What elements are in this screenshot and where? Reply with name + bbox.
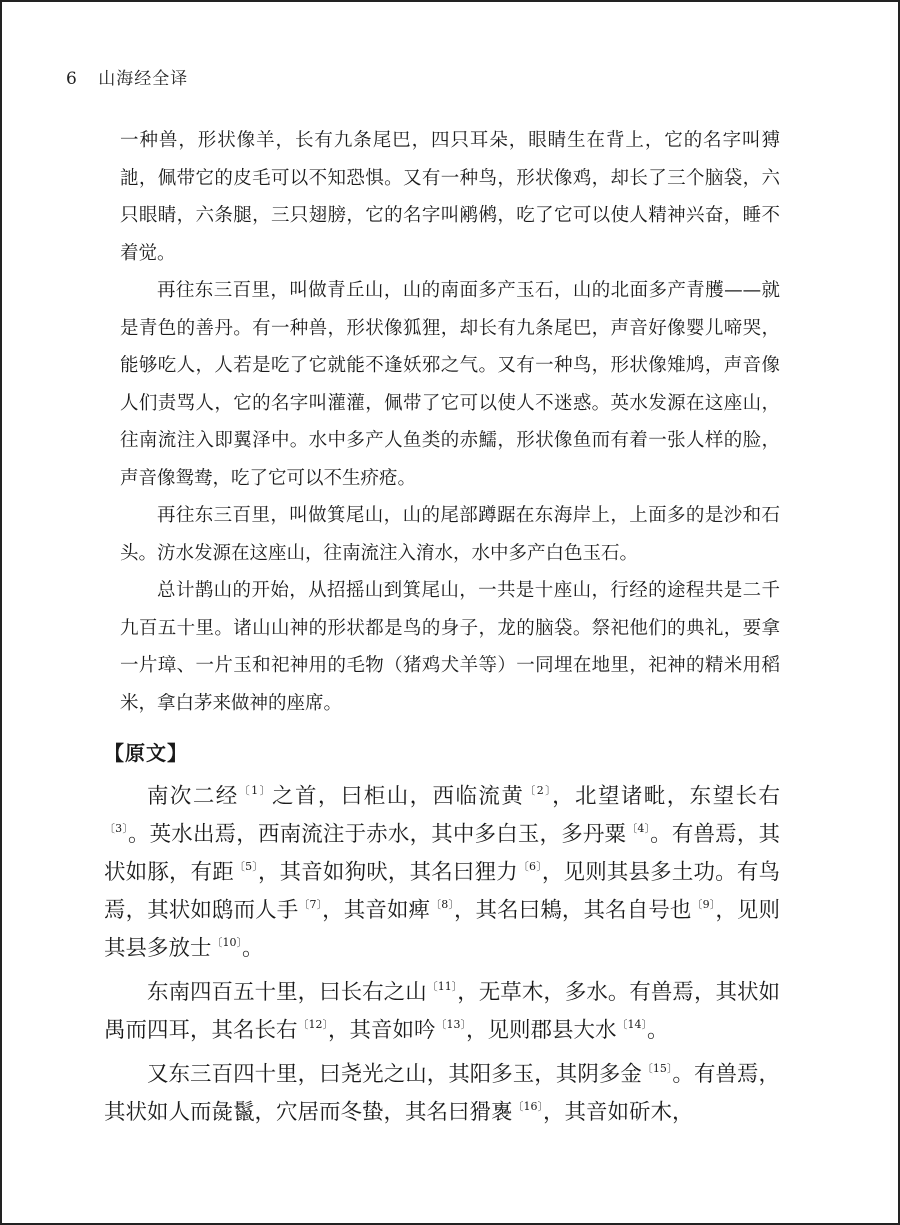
translation-paragraph: 再往东三百里，叫做青丘山，山的南面多产玉石，山的北面多产青雘——就是青色的善丹。有一种兽，形状像狐狸，却长有九条尾巴，声音好像婴儿啼哭，能够吃人，人若是吃了它就能不逢妖邪之气。又有一种鸟，形状像雉鸠，声音像人们责骂人，它的名字叫灌灌，佩带了它可以使人不迷惑。英水发源在这座山，往南流注入即翼泽中。水中多产人鱼类的赤鱬，形状像鱼而有着一张人样的脸，声音像鸳鸯，吃了它可以不生疥疮。 bbox=[120, 280, 780, 489]
original-text-span: 。 bbox=[647, 1018, 669, 1043]
footnote-marker: 〔6〕 bbox=[517, 860, 542, 873]
page-number: 6 bbox=[66, 69, 78, 89]
original-text-span: ，其音如痺 bbox=[322, 898, 431, 923]
original-text-span: ，其音如斫木， bbox=[543, 1100, 694, 1125]
original-text-span: ，见则郡县大水 bbox=[466, 1018, 617, 1043]
original-text-span: 东南四百五十里，曰长右之山 bbox=[147, 980, 427, 1005]
book-title: 山海经全译 bbox=[98, 69, 189, 89]
original-text-span: 之首，曰柜山，西临流黄 bbox=[272, 784, 525, 809]
original-text-span: 南次二经 bbox=[147, 784, 239, 809]
footnote-marker: 〔7〕 bbox=[298, 898, 323, 911]
original-text-span: ，北望诸毗，东望长右 bbox=[552, 784, 780, 809]
footnote-marker: 〔1〕 bbox=[238, 784, 273, 797]
footnote-marker: 〔14〕 bbox=[616, 1018, 648, 1031]
original-text-span: 又东三百四十里，曰尧光之山，其阳多玉，其阴多金 bbox=[147, 1062, 642, 1087]
footnote-marker: 〔5〕 bbox=[233, 860, 258, 873]
original-text-span: ，见则其县多土功。有鸟焉，其状如鸱而人手 bbox=[104, 860, 780, 923]
original-text-span: 。有兽焉，其状如人而彘鬣，穴居而冬蛰，其名曰猾褢 bbox=[104, 1062, 780, 1125]
original-text-span: ，其名曰鴸，其名自号也 bbox=[453, 898, 692, 923]
footnote-marker: 〔10〕 bbox=[211, 936, 243, 949]
original-text-span: ，其音如狗吠，其名曰狸力 bbox=[257, 860, 518, 885]
original-text-span: ，无草木，多水。有兽焉，其状如禺而四耳，其名长右 bbox=[104, 980, 780, 1043]
footnote-marker: 〔12〕 bbox=[297, 1018, 329, 1031]
original-text-heading: 【原文】 bbox=[104, 741, 188, 765]
translation-paragraph: 总计鹊山的开始，从招摇山到箕尾山，一共是十座山，行经的途程共是二千九百五十里。诸山山神的形状都是鸟的身子，龙的脑袋。祭祀他们的典礼，要拿一片璋、一片玉和祀神用的毛物（猪鸡犬羊等）一同埋在地里，祀神的精米用稻米，拿白茅来做神的座席。 bbox=[120, 580, 780, 714]
footnote-marker: 〔3〕 bbox=[104, 822, 128, 835]
footnote-marker: 〔15〕 bbox=[641, 1062, 673, 1075]
original-text-span: 。有兽焉，其状如豚，有距 bbox=[104, 822, 780, 885]
running-header bbox=[66, 64, 188, 89]
footnote-marker: 〔11〕 bbox=[426, 980, 458, 993]
footnote-marker: 〔13〕 bbox=[435, 1018, 467, 1031]
original-paragraph bbox=[104, 974, 780, 1050]
footnote-marker: 〔2〕 bbox=[524, 784, 553, 797]
original-text-span: 。英水出焉，西南流注于赤水，其中多白玉，多丹粟 bbox=[127, 822, 627, 847]
original-paragraph bbox=[104, 1056, 780, 1132]
footnote-marker: 〔4〕 bbox=[626, 822, 651, 835]
original-paragraph bbox=[104, 778, 780, 968]
translation-section bbox=[120, 122, 780, 722]
translation-paragraph: 一种兽，形状像羊，长有九条尾巴，四只耳朵，眼睛生在背上，它的名字叫猼訑，佩带它的皮毛可以不知恐惧。又有一种鸟，形状像鸡，却长了三个脑袋，六只眼睛，六条腿，三只翅膀，它的名字叫鹇鸺，吃了它可以使人精神兴奋，睡不着觉。 bbox=[120, 130, 780, 264]
original-text-span: ，见则其县多放士 bbox=[104, 898, 781, 961]
original-text-span: ，其音如吟 bbox=[328, 1018, 436, 1043]
original-text-span: 。 bbox=[242, 936, 264, 961]
footnote-marker: 〔16〕 bbox=[512, 1100, 544, 1113]
footnote-marker: 〔9〕 bbox=[691, 898, 716, 911]
original-text-section bbox=[104, 778, 780, 1138]
translation-paragraph: 再往东三百里，叫做箕尾山，山的尾部蹲踞在东海岸上，上面多的是沙和石头。汸水发源在这座山，往南流注入淯水，水中多产白色玉石。 bbox=[120, 505, 780, 564]
footnote-marker: 〔8〕 bbox=[430, 898, 454, 911]
